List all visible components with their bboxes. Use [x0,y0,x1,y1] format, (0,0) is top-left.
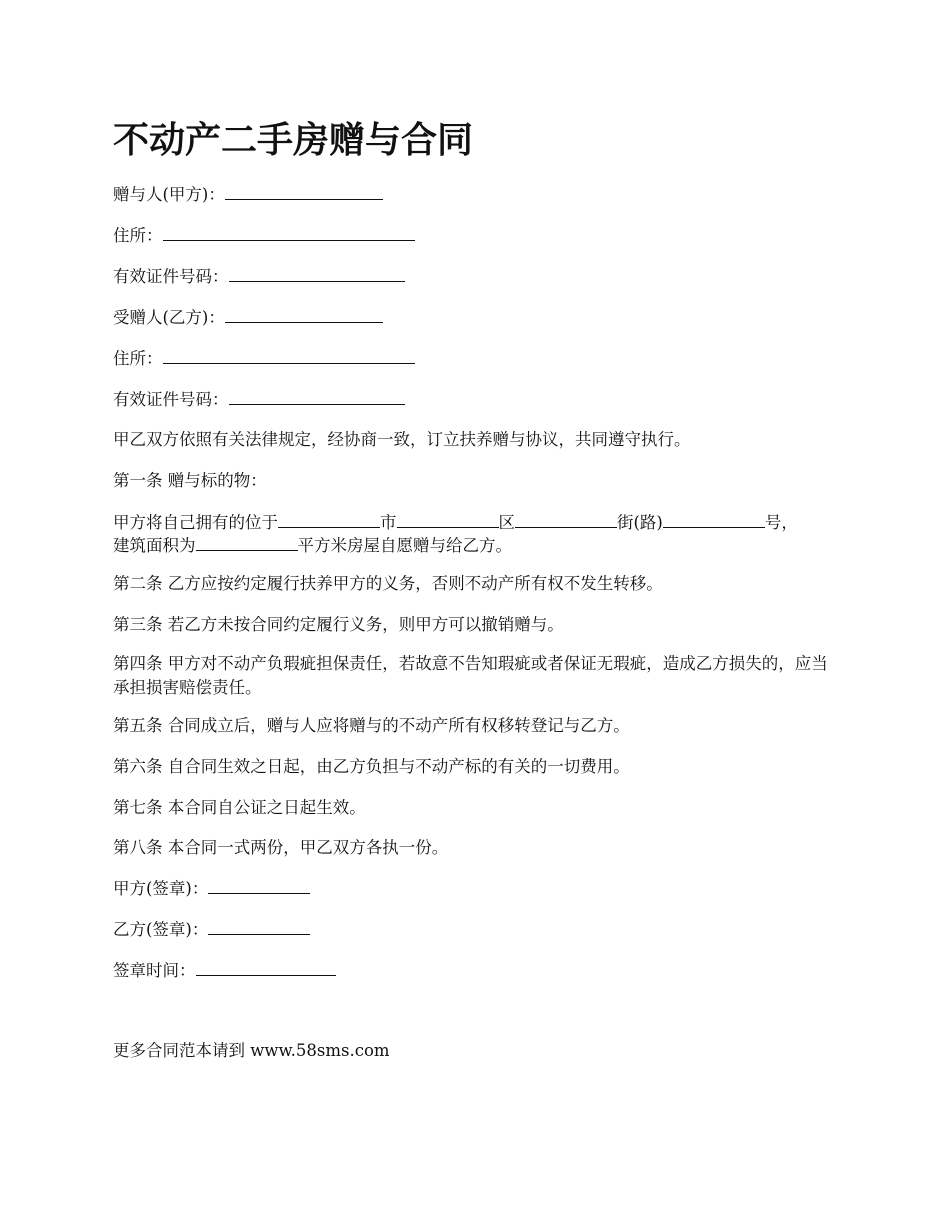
article-4: 第四条 甲方对不动产负瑕疵担保责任，若故意不告知瑕疵或者保证无瑕疵，造成乙方损失的，应当承担损害赔偿责任。 [113,654,828,697]
street-label: 街(路) [617,513,663,532]
party-b-signature-line [113,917,310,942]
party-a-signature-label: 甲方(签章)： [113,879,209,898]
signature-date-line [113,958,336,983]
article-6: 第六条 自合同生效之日起，由乙方负担与不动产标的有关的一切费用。 [113,757,630,776]
donee-address-label: 住所： [113,349,163,368]
district-blank[interactable] [397,510,499,528]
donee-label: 受赠人(乙方)： [113,308,225,327]
donor-line [113,182,383,207]
donor-address-blank[interactable] [163,223,415,241]
article-1-area-line [113,533,512,558]
party-a-signature-line [113,876,310,901]
number-blank[interactable] [663,510,765,528]
article-1-heading: 第一条 赠与标的物： [113,471,267,490]
donor-name-blank[interactable] [225,182,383,200]
area-blank[interactable] [196,533,298,551]
donee-id-line [113,387,405,412]
article-1-location-line [113,510,798,535]
article-5: 第五条 合同成立后，赠与人应将赠与的不动产所有权移转登记与乙方。 [113,716,630,735]
donor-id-blank[interactable] [229,264,405,282]
number-label: 号， [764,513,798,532]
city-blank[interactable] [278,510,380,528]
street-blank[interactable] [515,510,617,528]
donee-id-label: 有效证件号码： [113,390,229,409]
city-label: 市 [380,513,397,532]
article-8: 第八条 本合同一式两份，甲乙双方各执一份。 [113,838,449,857]
donor-address-label: 住所： [113,226,163,245]
article-3: 第三条 若乙方未按合同约定履行义务，则甲方可以撤销赠与。 [113,615,564,634]
party-a-signature-blank[interactable] [208,876,310,894]
article-2: 第二条 乙方应按约定履行扶养甲方的义务，否则不动产所有权不发生转移。 [113,574,663,593]
footer-note: 更多合同范本请到 www.58sms.com [113,1041,390,1060]
district-label: 区 [498,513,515,532]
signature-date-label: 签章时间： [113,961,196,980]
donee-line [113,305,383,330]
document-title: 不动产二手房赠与合同 [113,119,474,161]
donor-address-line [113,223,415,248]
area-prefix: 建筑面积为 [113,536,196,555]
signature-date-blank[interactable] [196,958,336,976]
article-1-prefix: 甲方将自己拥有的位于 [113,513,278,532]
intro-paragraph: 甲乙双方依照有关法律规定，经协商一致，订立扶养赠与协议，共同遵守执行。 [113,430,691,449]
donor-id-line [113,264,405,289]
donee-address-blank[interactable] [163,346,415,364]
donee-address-line [113,346,415,371]
donor-id-label: 有效证件号码： [113,267,229,286]
article-7: 第七条 本合同自公证之日起生效。 [113,798,366,817]
party-b-signature-label: 乙方(签章)： [113,920,209,939]
area-suffix: 平方米房屋自愿赠与给乙方。 [297,536,512,555]
donee-id-blank[interactable] [229,387,405,405]
party-b-signature-blank[interactable] [208,917,310,935]
donee-name-blank[interactable] [225,305,383,323]
donor-label: 赠与人(甲方)： [113,185,225,204]
